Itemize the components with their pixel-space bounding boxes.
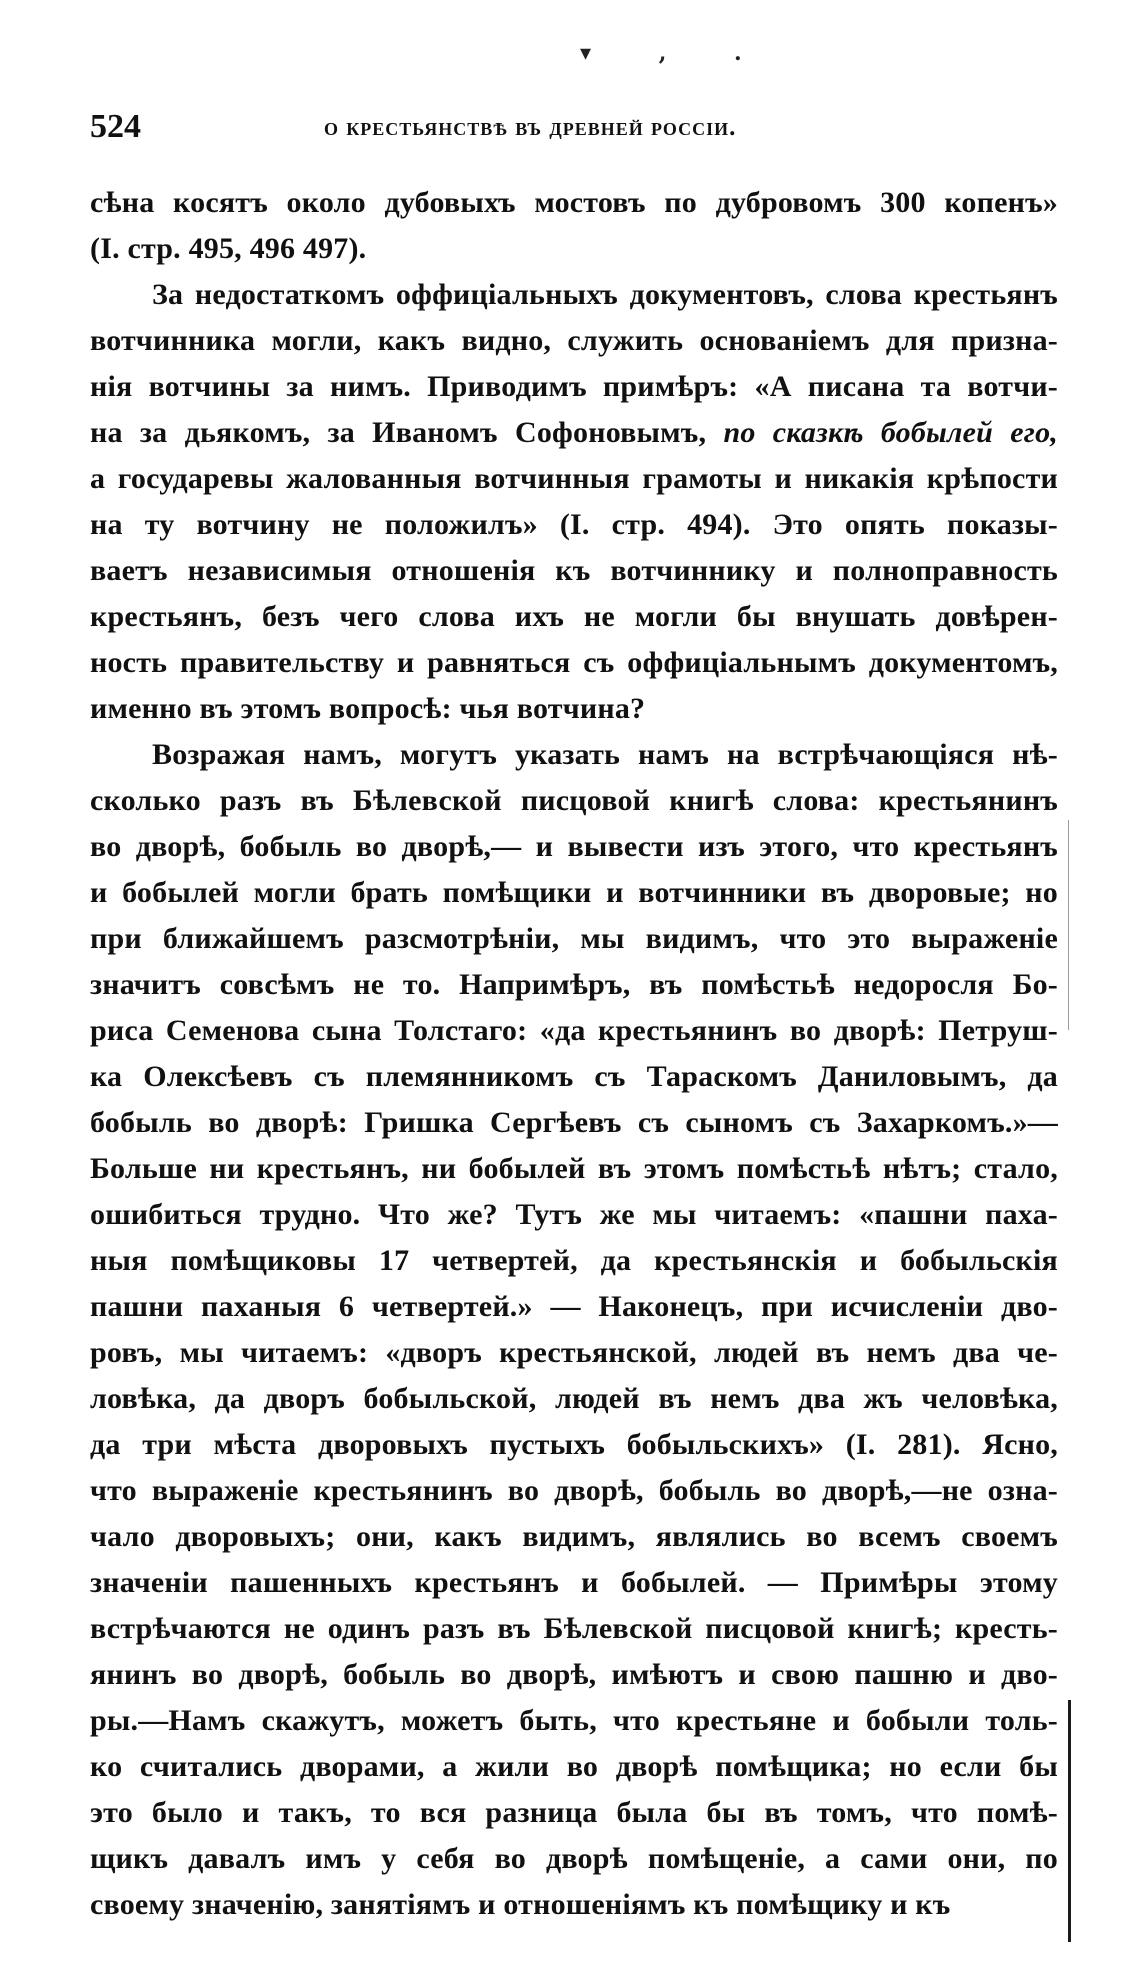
text-line: значеніи пашенныхъ крестьянъ и бобылей. — Примѣры этому bbox=[90, 1566, 1058, 1599]
text-line: на ту вотчину не положилъ» (I. стр. 494). Это опять показы- bbox=[90, 508, 1058, 541]
margin-rule-faint bbox=[1068, 820, 1069, 1030]
text-line: ошибиться трудно. Что же? Тутъ же мы читаемъ: «пашни паха- bbox=[90, 1198, 1058, 1231]
italic-text: по сказкѣ бобылей его, bbox=[723, 416, 1058, 449]
text-line: Возражая намъ, могутъ указать намъ на встрѣчающіяся нѣ- bbox=[152, 738, 1058, 771]
paragraph bbox=[90, 180, 1058, 272]
text-line: на за дьякомъ, за Иваномъ Софоновымъ, по сказкѣ бобылей его, bbox=[90, 416, 1058, 449]
text-line: пашни паханыя 6 четвертей.» — Наконецъ, при исчисленіи дво- bbox=[90, 1290, 1058, 1323]
text-line: янинъ во дворѣ, бобыль во дворѣ, имѣютъ и свою пашню и дво- bbox=[90, 1658, 1058, 1691]
text-line: крестьянъ, безъ чего слова ихъ не могли бы внушать довѣрен- bbox=[90, 600, 1058, 633]
page-header bbox=[90, 108, 1050, 148]
text-line: ваетъ независимыя отношенія къ вотчиннику и полноправность bbox=[90, 554, 1058, 587]
text-line: во дворѣ, бобыль во дворѣ,— и вывести изъ этого, что крестьянъ bbox=[90, 830, 1058, 863]
paragraph bbox=[90, 732, 1058, 1928]
page-number: 524 bbox=[90, 108, 141, 145]
text-line: ко считались дворами, а жили во дворѣ помѣщика; но если бы bbox=[90, 1750, 1058, 1783]
text-line: а государевы жалованныя вотчинныя грамоты и никакія крѣпости bbox=[90, 462, 1058, 495]
text-line: бобыль во дворѣ: Гришка Сергѣевъ съ сыномъ съ Захаркомъ.»— bbox=[90, 1106, 1058, 1139]
text-line: ность правительству и равняться съ оффиціальнымъ документомъ, bbox=[90, 646, 1058, 679]
text-line: щикъ давалъ имъ у себя во дворѣ помѣщеніе, а сами они, по bbox=[90, 1842, 1058, 1875]
text-line: и бобылей могли брать помѣщики и вотчинники въ дворовые; но bbox=[90, 876, 1058, 909]
text-line: риса Семенова сына Толстаго: «да крестьянинъ во дворѣ: Петруш- bbox=[90, 1014, 1058, 1047]
text-line: это было и такъ, то вся разница была бы въ томъ, что помѣ- bbox=[90, 1796, 1058, 1829]
text-line: при ближайшемъ разсмотрѣніи, мы видимъ, что это выраженіе bbox=[90, 922, 1058, 955]
text-line: нія вотчины за нимъ. Приводимъ примѣръ: «А писана та вотчи- bbox=[90, 370, 1058, 403]
text-line: чало дворовыхъ; они, какъ видимъ, являлись во всемъ своемъ bbox=[90, 1520, 1058, 1553]
text-line: Больше ни крестьянъ, ни бобылей въ этомъ помѣстьѣ нѣтъ; стало, bbox=[90, 1152, 1058, 1185]
text-line: За недостаткомъ оффиціальныхъ документовъ, слова крестьянъ bbox=[152, 278, 1058, 311]
text-line: значитъ совсѣмъ не то. Напримѣръ, въ помѣстьѣ недоросля Бо- bbox=[90, 968, 1058, 1001]
text-line: (I. стр. 495, 496 497). bbox=[90, 232, 367, 265]
text-line: ка Олексѣевъ съ племянникомъ съ Тараскомъ Даниловымъ, да bbox=[90, 1060, 1058, 1093]
text-line: что выраженіе крестьянинъ во дворѣ, бобыль во дворѣ,—не озна- bbox=[90, 1474, 1058, 1507]
text-line: именно въ этомъ вопросѣ: чья вотчина? bbox=[90, 692, 646, 725]
body-text bbox=[90, 180, 1058, 1928]
printer-mark: ▾ , . bbox=[580, 40, 772, 66]
text-line: сколько разъ въ Бѣлевской писцовой книгѣ слова: крестьянинъ bbox=[90, 784, 1058, 817]
text-line: встрѣчаются не одинъ разъ въ Бѣлевской писцовой книгѣ; кресть- bbox=[90, 1612, 1058, 1645]
text-line: сѣна косятъ около дубовыхъ мостовъ по дубровомъ 300 копенъ» bbox=[90, 186, 1058, 219]
text-line: ныя помѣщиковы 17 четвертей, да крестьянскія и бобыльскія bbox=[90, 1244, 1058, 1277]
paragraph bbox=[90, 272, 1058, 732]
text-line: ры.—Намъ скажутъ, можетъ быть, что крестьяне и бобыли толь- bbox=[90, 1704, 1058, 1737]
margin-rule bbox=[1068, 1700, 1071, 1942]
text-line: да три мѣста дворовыхъ пустыхъ бобыльскихъ» (I. 281). Ясно, bbox=[90, 1428, 1058, 1461]
text-line: вотчинника могли, какъ видно, служить основаніемъ для призна- bbox=[90, 324, 1058, 357]
running-title: о крестьянствѣ въ древней россіи. bbox=[324, 114, 737, 141]
text-line: ловѣка, да дворъ бобыльской, людей въ немъ два жъ человѣка, bbox=[90, 1382, 1058, 1415]
text-line: ровъ, мы читаемъ: «дворъ крестьянской, людей въ немъ два че- bbox=[90, 1336, 1058, 1369]
text-line: своему значенію, занятіямъ и отношеніямъ къ помѣщику и къ bbox=[90, 1888, 951, 1921]
